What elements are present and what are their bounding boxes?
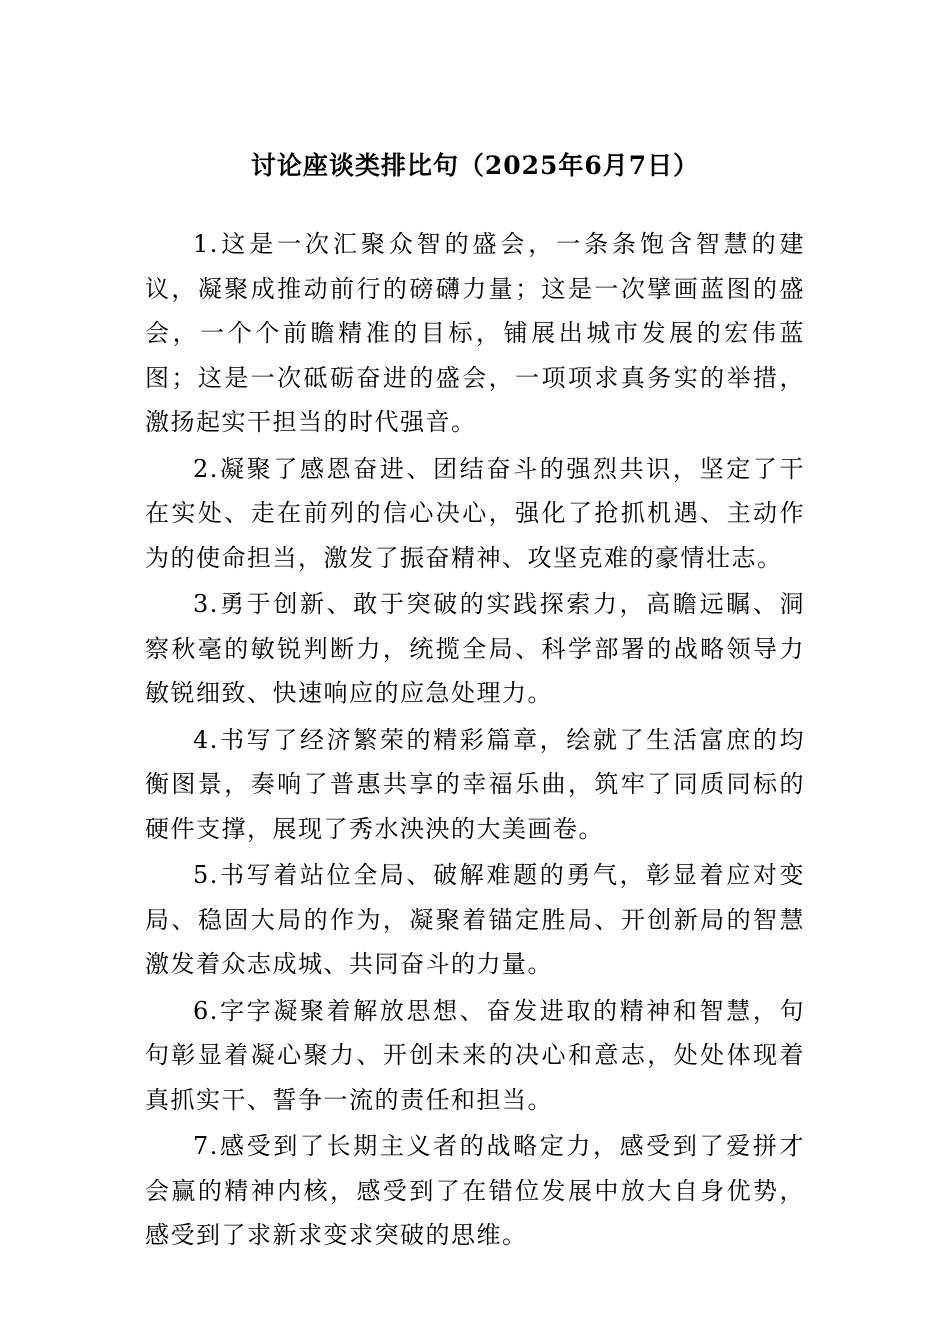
paragraph-4: 4.书写了经济繁荣的精彩篇章，绘就了生活富庶的均衡图景，奏响了普惠共享的幸福乐曲，筑牢了同质同标的硬件支撑，展现了秀水泱泱的大美画卷。 — [145, 725, 805, 843]
paragraph-1: 1.这是一次汇聚众智的盛会，一条条饱含智慧的建议，凝聚成推动前行的磅礴力量；这是一次擘画蓝图的盛会，一个个前瞻精准的目标，铺展出城市发展的宏伟蓝图；这是一次砥砺奋进的盛会，一项项求真务实的举措，激扬起实干担当的时代强音。 — [145, 230, 805, 436]
paragraph-3: 3.勇于创新、敢于突破的实践探索力，高瞻远瞩、洞察秋毫的敏锐判断力，统揽全局、科学部署的战略领导力敏锐细致、快速响应的应急处理力。 — [145, 590, 805, 707]
paragraph-2: 2.凝聚了感恩奋进、团结奋斗的强烈共识，坚定了干在实处、走在前列的信心决心，强化了抢抓机遇、主动作为的使命担当，激发了振奋精神、攻坚克难的豪情壮志。 — [145, 454, 805, 572]
document-body — [145, 222, 805, 1260]
paragraph-5: 5.书写着站位全局、破解难题的勇气，彰显着应对变局、稳固大局的作为，凝聚着锚定胜局、开创新局的智慧激发着众志成城、共同奋斗的力量。 — [145, 861, 805, 978]
paragraph-7: 7.感受到了长期主义者的战略定力，感受到了爱拼才会赢的精神内核，感受到了在错位发展中放大自身优势，感受到了求新求变求突破的思维。 — [145, 1132, 805, 1249]
document-title: 讨论座谈类排比句（2025年6月7日） — [250, 151, 700, 180]
paragraph-6: 6.字字凝聚着解放思想、奋发进取的精神和智慧，句句彰显着凝心聚力、开创未来的决心和意志，处处体现着真抓实干、誓争一流的责任和担当。 — [145, 996, 805, 1114]
